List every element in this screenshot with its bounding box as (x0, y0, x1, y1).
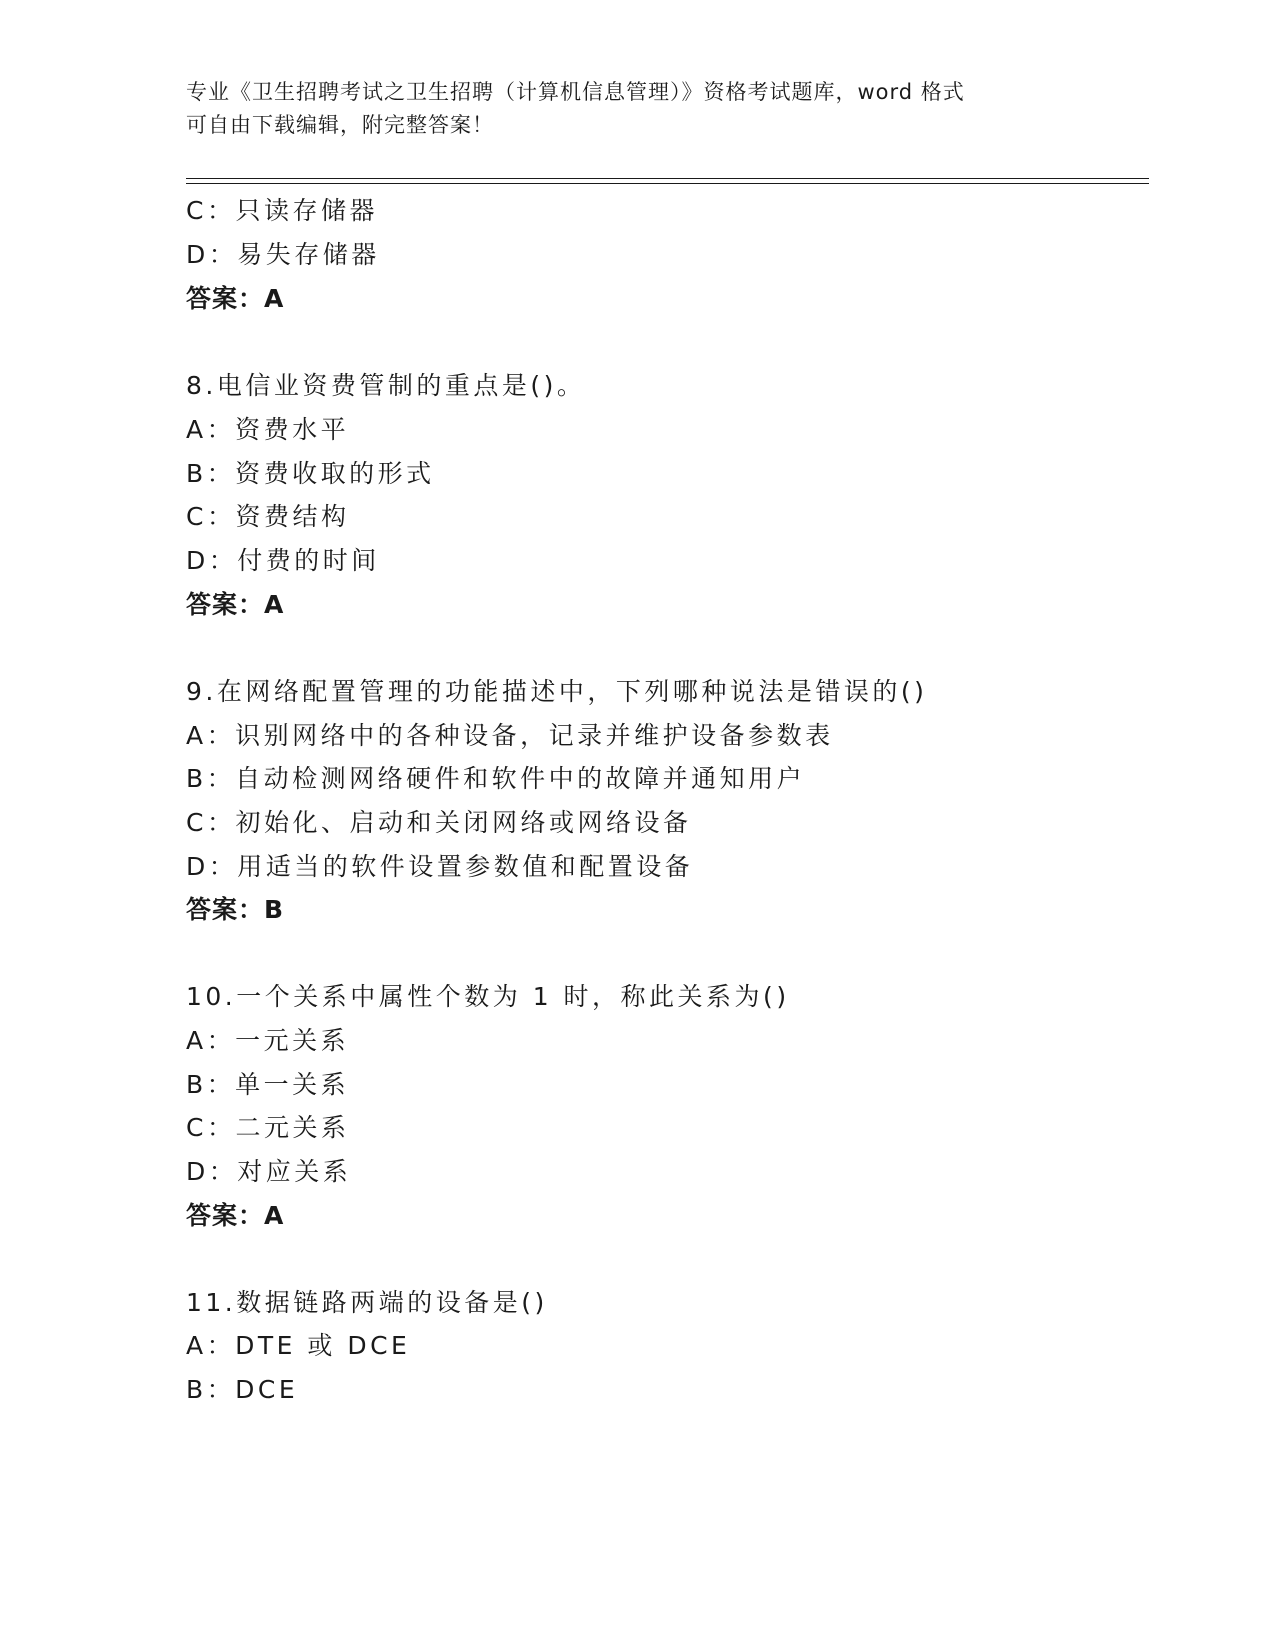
option-d: D：用适当的软件设置参数值和配置设备 (186, 852, 694, 881)
option-a: A：一元关系 (186, 1026, 350, 1055)
option-b: B：资费收取的形式 (186, 459, 435, 488)
option-b: B：自动检测网络硬件和软件中的故障并通知用户 (186, 764, 806, 793)
answer: 答案：A (186, 284, 285, 313)
option-d: D：易失存储器 (186, 240, 380, 269)
option-d: D：对应关系 (186, 1157, 352, 1186)
question-title: 8.电信业资费管制的重点是()。 (186, 371, 586, 400)
option-b: B：单一关系 (186, 1070, 350, 1099)
header-divider-top (186, 178, 1149, 179)
answer: 答案：B (186, 895, 285, 924)
question-title: 10.一个关系中属性个数为 1 时，称此关系为() (186, 982, 790, 1011)
option-d: D：付费的时间 (186, 546, 380, 575)
option-a: A：DTE 或 DCE (186, 1331, 411, 1360)
question-title: 11.数据链路两端的设备是() (186, 1288, 548, 1317)
option-b: B：DCE (186, 1375, 299, 1404)
option-c: C：资费结构 (186, 502, 350, 531)
option-c: C：初始化、启动和关闭网络或网络设备 (186, 808, 692, 837)
option-a: A：识别网络中的各种设备，记录并维护设备参数表 (186, 721, 834, 750)
option-a: A：资费水平 (186, 415, 350, 444)
document-header (186, 76, 1086, 142)
option-c: C：只读存储器 (186, 196, 378, 225)
answer: 答案：A (186, 590, 285, 619)
header-line-2: 可自由下载编辑，附完整答案！ (186, 113, 494, 137)
answer: 答案：A (186, 1201, 285, 1230)
question-title: 9.在网络配置管理的功能描述中，下列哪种说法是错误的() (186, 677, 928, 706)
option-c: C：二元关系 (186, 1113, 350, 1142)
header-line-1: 专业《卫生招聘考试之卫生招聘（计算机信息管理）》资格考试题库，word 格式 (186, 80, 965, 104)
header-divider-bottom (186, 183, 1149, 184)
